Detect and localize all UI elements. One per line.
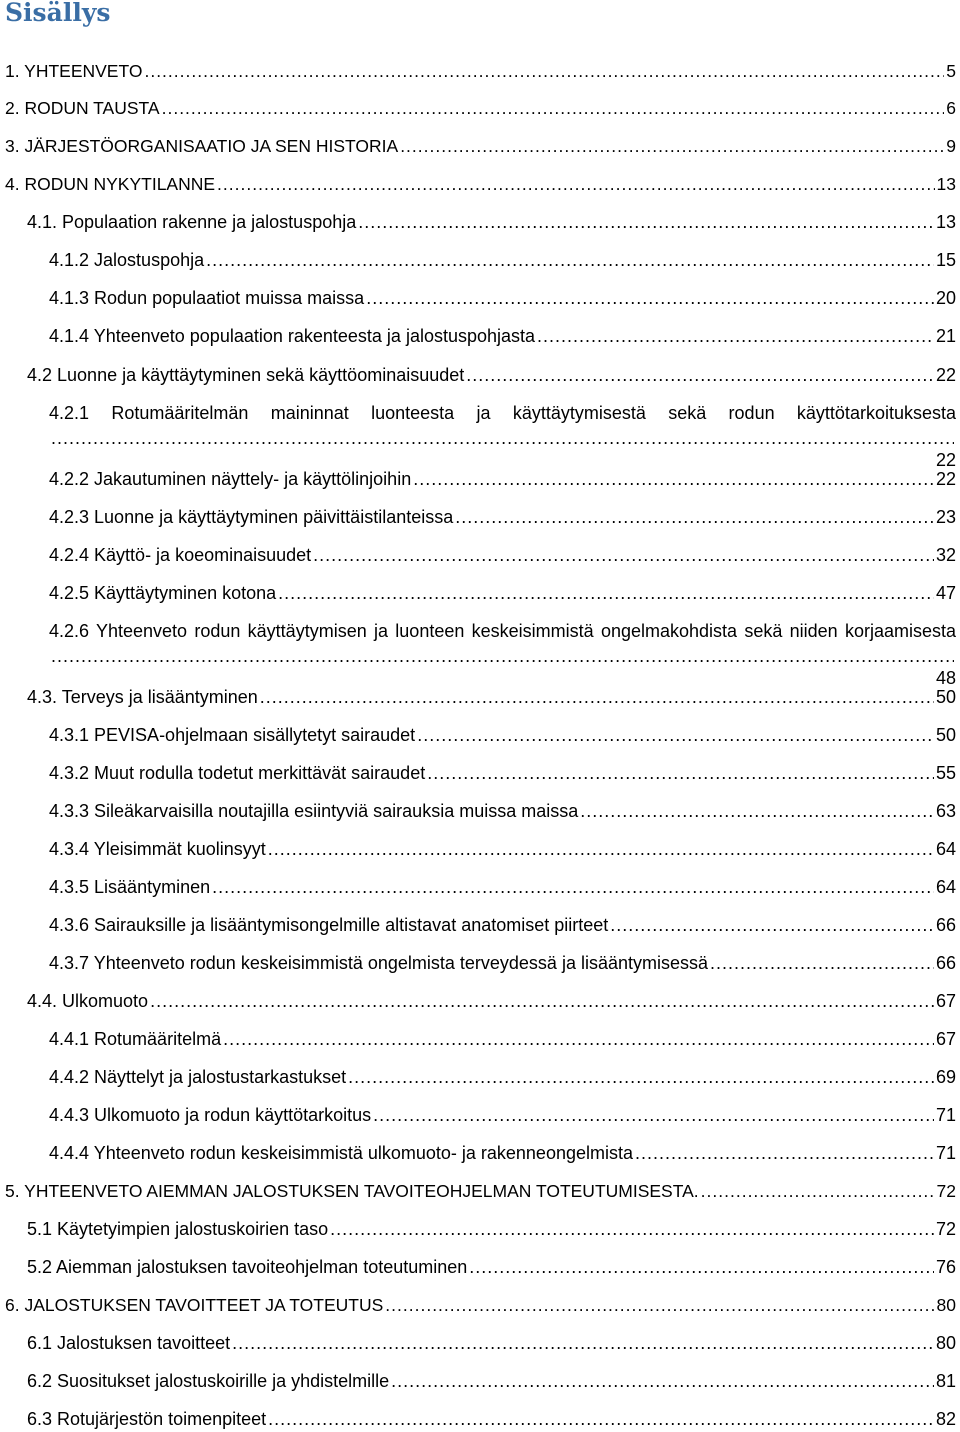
toc-entry-title: 6. JALOSTUKSEN TAVOITTEET JA TOTEUTUS [5,1295,384,1315]
toc-dot-leader [417,724,934,746]
toc-entry[interactable] [27,1408,956,1430]
toc-dot-leader [51,645,954,667]
toc-page-number: 20 [935,288,956,308]
toc-dot-leader [313,544,934,566]
toc-entry-title: 4.3.3 Sileäkarvaisilla noutajilla esiintyviä sairauksia muissa maissa [49,801,579,821]
toc-entry-title: 4.2.3 Luonne ja käyttäytyminen päivittäistilanteissa [49,507,454,527]
toc-entry-title: 1. YHTEENVETO [5,61,143,81]
toc-entry-title: 4.3.5 Lisääntyminen [49,877,211,897]
toc-dot-leader [162,97,945,119]
toc-entry[interactable] [49,399,956,471]
toc-page-number: 22 [935,450,956,470]
toc-page-number: 76 [935,1257,956,1277]
toc-page-number: 66 [935,915,956,935]
toc-entry[interactable] [49,617,956,689]
toc-dot-leader [385,1294,934,1316]
toc-page-number: 50 [935,687,956,707]
toc-page-number: 81 [935,1371,956,1391]
toc-entry-title: 5.1 Käytetyimpien jalostuskoirien taso [27,1219,329,1239]
toc-page-number: 9 [946,136,956,156]
toc-entry-title: 4.1. Populaation rakenne ja jalostuspohja [27,212,357,232]
toc-entry[interactable] [49,876,956,898]
toc-dot-leader [413,468,934,490]
toc-dot-leader [223,1028,934,1050]
toc-entry-title: 4.3.7 Yhteenveto rodun keskeisimmistä ongelmista terveydessä ja lisääntymisessä [49,953,708,973]
toc-entry[interactable] [49,914,956,936]
toc-page-number: 64 [935,877,956,897]
toc-entry-title: 4.4. Ulkomuoto [27,991,149,1011]
toc-entry[interactable] [49,544,956,566]
toc-entry-title: 4.3. Terveys ja lisääntyminen [27,687,258,707]
toc-entry[interactable] [5,1294,956,1316]
toc-page-number: 63 [935,801,956,821]
toc-entry[interactable] [49,724,956,746]
toc-dot-leader [455,506,934,528]
toc-page-number: 80 [935,1333,956,1353]
toc-page-number: 69 [935,1067,956,1087]
toc-page-number: 50 [935,725,956,745]
toc-entry[interactable] [5,60,956,82]
toc-page-number: 80 [936,1295,956,1315]
toc-entry[interactable] [5,1180,956,1202]
toc-page-number: 21 [935,326,956,346]
toc-entry-title: 4.3.6 Sairauksille ja lisääntymisongelmille altistavat anatomiset piirteet [49,915,609,935]
toc-entry-title: 4.4.4 Yhteenveto rodun keskeisimmistä ulkomuoto- ja rakenneongelmista [49,1143,633,1163]
toc-entry[interactable] [49,582,956,604]
toc-dot-leader [366,287,934,309]
toc-entry[interactable] [49,1142,956,1164]
toc-page-number: 13 [935,212,956,232]
toc-entry[interactable] [49,287,956,309]
toc-entry[interactable] [49,762,956,784]
toc-entry[interactable] [49,800,956,822]
toc-entry-title: 4.2 Luonne ja käyttäytyminen sekä käyttöominaisuudet [27,365,465,385]
toc-entry-title: 4.4.3 Ulkomuoto ja rodun käyttötarkoitus [49,1105,372,1125]
toc-page-number: 32 [935,545,956,565]
toc-dot-leader [217,173,934,195]
toc-dot-leader [348,1066,934,1088]
toc-dot-leader [206,249,934,271]
toc-page-number: 67 [935,1029,956,1049]
toc-entry[interactable] [49,952,956,974]
toc-page-number: 13 [936,174,956,194]
toc-entry[interactable] [49,1066,956,1088]
toc-entry-title: 4.3.2 Muut rodulla todetut merkittävät sairaudet [49,763,426,783]
toc-dot-leader [391,1370,934,1392]
toc-page-number: 55 [935,763,956,783]
toc-entry-title: 4.4.2 Näyttelyt ja jalostustarkastukset [49,1067,347,1087]
toc-entry[interactable] [27,211,956,233]
toc-dot-leader [635,1142,934,1164]
toc-entry-title: 4.4.1 Rotumääritelmä [49,1029,222,1049]
toc-dot-leader [268,838,934,860]
toc-dot-leader [537,325,934,347]
toc-page-number: 72 [935,1219,956,1239]
toc-dot-leader [232,1332,934,1354]
toc-page-number: 71 [935,1143,956,1163]
toc-entry[interactable] [49,468,956,490]
toc-entry-title: 4.1.2 Jalostuspohja [49,250,205,270]
toc-page-number: 6 [946,98,956,118]
toc-entry[interactable] [5,97,956,119]
toc-page-number: 15 [935,250,956,270]
toc-page-number: 5 [946,61,956,81]
toc-page-number: 22 [935,365,956,385]
toc-entry-title: 3. JÄRJESTÖORGANISAATIO JA SEN HISTORIA [5,136,399,156]
toc-entry-title: 6.3 Rotujärjestön toimenpiteet [27,1409,267,1429]
toc-page-number: 66 [935,953,956,973]
toc-dot-leader [212,876,934,898]
toc-entry[interactable] [27,686,956,708]
toc-dot-leader [701,1180,935,1202]
toc-entry-title: 4.2.2 Jakautuminen näyttely- ja käyttölinjoihin [49,469,412,489]
toc-entry[interactable] [27,364,956,386]
toc-dot-leader [400,135,944,157]
toc-page-number: 72 [936,1181,956,1201]
toc-dot-leader [330,1218,934,1240]
toc-dot-leader [466,364,934,386]
toc-entry[interactable] [5,135,956,157]
toc-entry-title: 4.2.1 Rotumääritelmän maininnat luonteesta ja käyttäytymisestä sekä rodun käyttötarkoituksesta [49,403,956,423]
toc-entry[interactable] [49,1104,956,1126]
toc-entry-title: 4.2.4 Käyttö- ja koeominaisuudet [49,545,312,565]
toc-entry-title: 4. RODUN NYKYTILANNE [5,174,216,194]
toc-entry-title: 6.1 Jalostuksen tavoitteet [27,1333,231,1353]
toc-dot-leader [373,1104,934,1126]
toc-dot-leader [580,800,934,822]
toc-entry[interactable] [49,249,956,271]
page-title: Sisällys [5,0,111,27]
toc-entry[interactable] [27,1332,956,1354]
toc-page-number: 67 [935,991,956,1011]
toc-page-number: 71 [935,1105,956,1125]
toc-dot-leader [710,952,934,974]
toc-page-number: 47 [935,583,956,603]
toc-entry[interactable] [49,838,956,860]
toc-page-number: 64 [935,839,956,859]
toc-page-number: 48 [935,668,956,688]
toc-entry[interactable] [27,1218,956,1240]
toc-dot-leader [610,914,934,936]
toc-entry-title: 4.2.5 Käyttäytyminen kotona [49,583,277,603]
toc-entry[interactable] [5,173,956,195]
toc-entry-title: 4.3.4 Yleisimmät kuolinsyyt [49,839,266,859]
toc-dot-leader [150,990,934,1012]
toc-entry[interactable] [49,506,956,528]
toc-entry-title: 4.3.1 PEVISA-ohjelmaan sisällytetyt sairaudet [49,725,416,745]
toc-dot-leader [469,1256,934,1278]
toc-dot-leader [51,427,954,449]
toc-dot-leader [260,686,934,708]
toc-entry[interactable] [49,1028,956,1050]
toc-dot-leader [268,1408,934,1430]
toc-entry-title: 4.1.3 Rodun populaatiot muissa maissa [49,288,365,308]
toc-entry-title: 5.2 Aiemman jalostuksen tavoiteohjelman toteutuminen [27,1257,468,1277]
toc-entry[interactable] [27,1256,956,1278]
toc-entry[interactable] [27,990,956,1012]
toc-entry[interactable] [27,1370,956,1392]
toc-page-number: 22 [935,469,956,489]
toc-dot-leader [278,582,934,604]
toc-entry-title: 5. YHTEENVETO AIEMMAN JALOSTUKSEN TAVOITEOHJELMAN TOTEUTUMISESTA. [5,1181,699,1201]
toc-page-number: 23 [935,507,956,527]
toc-entry[interactable] [49,325,956,347]
toc-entry-title: 2. RODUN TAUSTA [5,98,160,118]
toc-page-number: 82 [935,1409,956,1429]
toc-dot-leader [427,762,934,784]
toc-entry-title: 6.2 Suositukset jalostuskoirille ja yhdistelmille [27,1371,390,1391]
toc-entry-title: 4.1.4 Yhteenveto populaation rakenteesta ja jalostuspohjasta [49,326,536,346]
toc-dot-leader [358,211,934,233]
toc-dot-leader [144,60,944,82]
toc-entry-title: 4.2.6 Yhteenveto rodun käyttäytymisen ja luonteen keskeisimmistä ongelmakohdista sekä niiden korjaamisesta [49,621,956,641]
